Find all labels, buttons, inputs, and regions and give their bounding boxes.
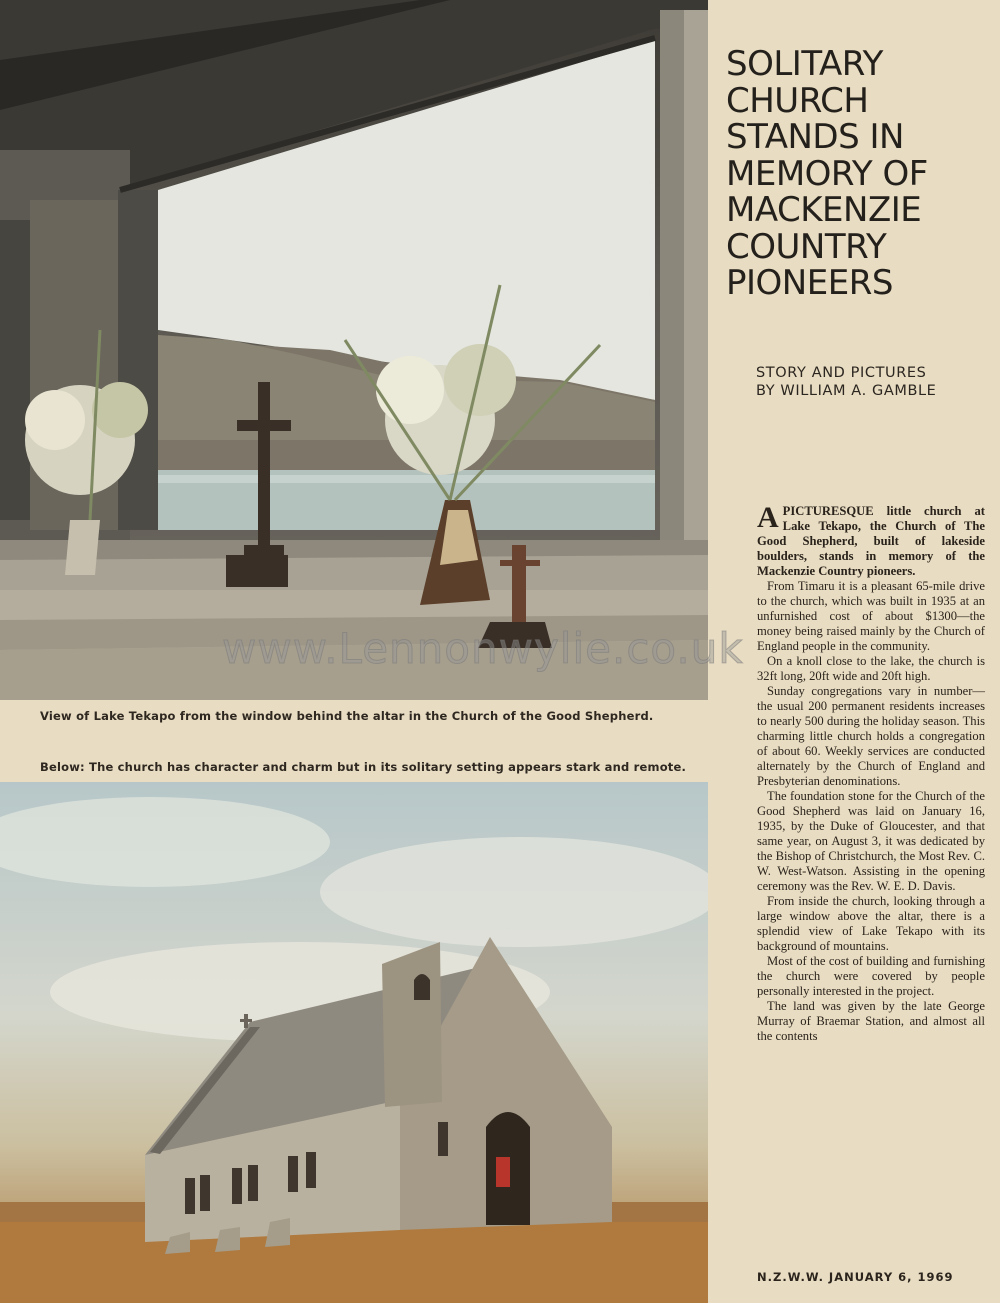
article-body: [757, 501, 985, 1044]
lead-paragraph: [757, 501, 985, 579]
lead-text: PICTURESQUE little church at Lake Tekapo, the Church of The Good Shepherd, built of lakeside boulders, stands in memory of the Mackenzie Country pioneers.: [757, 504, 985, 578]
issue-footer: N.Z.W.W. JANUARY 6, 1969: [757, 1270, 954, 1284]
drop-cap: A: [757, 501, 779, 534]
headline-line: STANDS IN: [726, 117, 904, 157]
bottom-photo-caption: Below: The church has character and charm but in its solitary setting appears stark and remote.: [40, 760, 687, 774]
article-paragraph: From inside the church, looking through a large window above the altar, there is a splendid view of Lake Tekapo with its background of mountains.: [757, 894, 985, 953]
watermark: www.Lennonwylie.co.uk: [222, 624, 744, 673]
byline-line: STORY AND PICTURES: [756, 365, 927, 381]
byline: [756, 364, 991, 400]
article-paragraph: Sunday congregations vary in number—the usual 200 permanent residents increases to nearly 500 during the holiday season. This charming little church holds a congregation of about 60. Weekly services are conducted alternately by the Church of England and Presbyterian denominations.: [757, 684, 985, 788]
church-exterior-photo: [0, 782, 708, 1303]
article-paragraph: The foundation stone for the Church of the Good Shepherd was laid on January 16, 1935, by the Duke of Gloucester, and that same year, on August 3, it was dedicated by the Bishop of Christchurch, the Most Rev. C. W. West-Watson. Assisting in the opening ceremony was the Rev. W. E. D. Davis.: [757, 789, 985, 893]
byline-author: BY WILLIAM A. GAMBLE: [756, 383, 937, 399]
article-paragraph: Most of the cost of building and furnishing the church were covered by people personally interested in the project.: [757, 954, 985, 998]
headline-line: CHURCH: [726, 80, 869, 121]
top-photo-caption: View of Lake Tekapo from the window behind the altar in the Church of the Good Shepherd.: [40, 709, 654, 723]
article-paragraph: On a knoll close to the lake, the church is 32ft long, 20ft wide and 20ft high.: [757, 654, 985, 683]
headline-line: COUNTRY: [726, 226, 887, 267]
altar-window-photo: [0, 0, 708, 700]
headline-line: MEMORY OF: [726, 153, 928, 194]
headline-line: PIONEERS: [726, 263, 893, 303]
headline-line: MACKENZIE: [726, 190, 922, 230]
article-paragraph: The land was given by the late George Murray of Braemar Station, and almost all the contents: [757, 999, 985, 1043]
headline: [726, 46, 1000, 302]
article-paragraph: From Timaru it is a pleasant 65-mile drive to the church, which was built in 1935 at an unfurnished cost of about $1300—the money being raised mainly by the Church of England people in the community.: [757, 579, 985, 653]
headline-line: SOLITARY: [726, 44, 883, 84]
